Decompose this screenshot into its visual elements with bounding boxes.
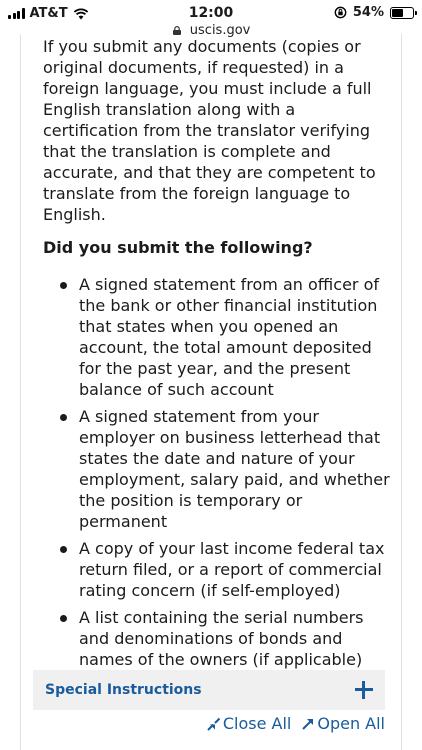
question-heading: Did you submit the following? [43, 238, 313, 257]
list-item-text: A signed statement from an officer of the bank or other financial institution that states when you opened an account, the total amount deposited for the past year, and the present balance of such account [79, 275, 379, 399]
accordion-label: Special Instructions [45, 682, 202, 698]
plus-icon[interactable] [355, 681, 373, 699]
list-item [43, 274, 393, 400]
status-right [334, 5, 414, 20]
requirements-list [43, 274, 393, 670]
list-item-text: A list containing the serial numbers and denominations of bonds and names of the owners (if applicable) [79, 608, 364, 669]
open-all-label: Open All [317, 714, 385, 733]
close-all-label: Close All [222, 714, 292, 733]
list-item [43, 406, 393, 532]
battery-icon [390, 7, 414, 19]
translation-paragraph: If you submit any documents (copies or original documents, if requested) in a foreign language, you must include a full English translation along with a certification from the translator verifying that the translation is complete and accurate, and that they are competent to translate from the foreign language to English. [43, 37, 376, 224]
special-instructions-accordion[interactable] [33, 670, 385, 710]
clock: 12:00 [188, 5, 234, 21]
list-item [43, 607, 393, 670]
expand-icon [301, 717, 315, 731]
carrier-label: AT&T [29, 6, 68, 21]
bullet-icon [60, 414, 67, 421]
battery-percent: 54% [352, 5, 384, 20]
orientation-lock-icon [334, 6, 347, 19]
url-domain: uscis.gov [189, 23, 251, 38]
list-item [43, 538, 393, 601]
list-item-text: A signed statement from your employer on business letterhead that states the date and nature of your employment, salary paid, and whether the position is temporary or permanent [79, 407, 390, 531]
accordion-toggles [207, 714, 385, 733]
open-all-button[interactable] [301, 714, 385, 733]
close-all-button[interactable] [207, 714, 292, 733]
list-item-text: A copy of your last income federal tax return filed, or a report of commercial rating concern (if self-employed) [79, 539, 385, 600]
main-content [43, 36, 393, 676]
battery-fill [392, 9, 403, 17]
content-panel [20, 34, 402, 750]
bullet-icon [60, 615, 67, 622]
bullet-icon [60, 282, 67, 289]
collapse-icon [207, 717, 221, 731]
bullet-icon [60, 546, 67, 553]
